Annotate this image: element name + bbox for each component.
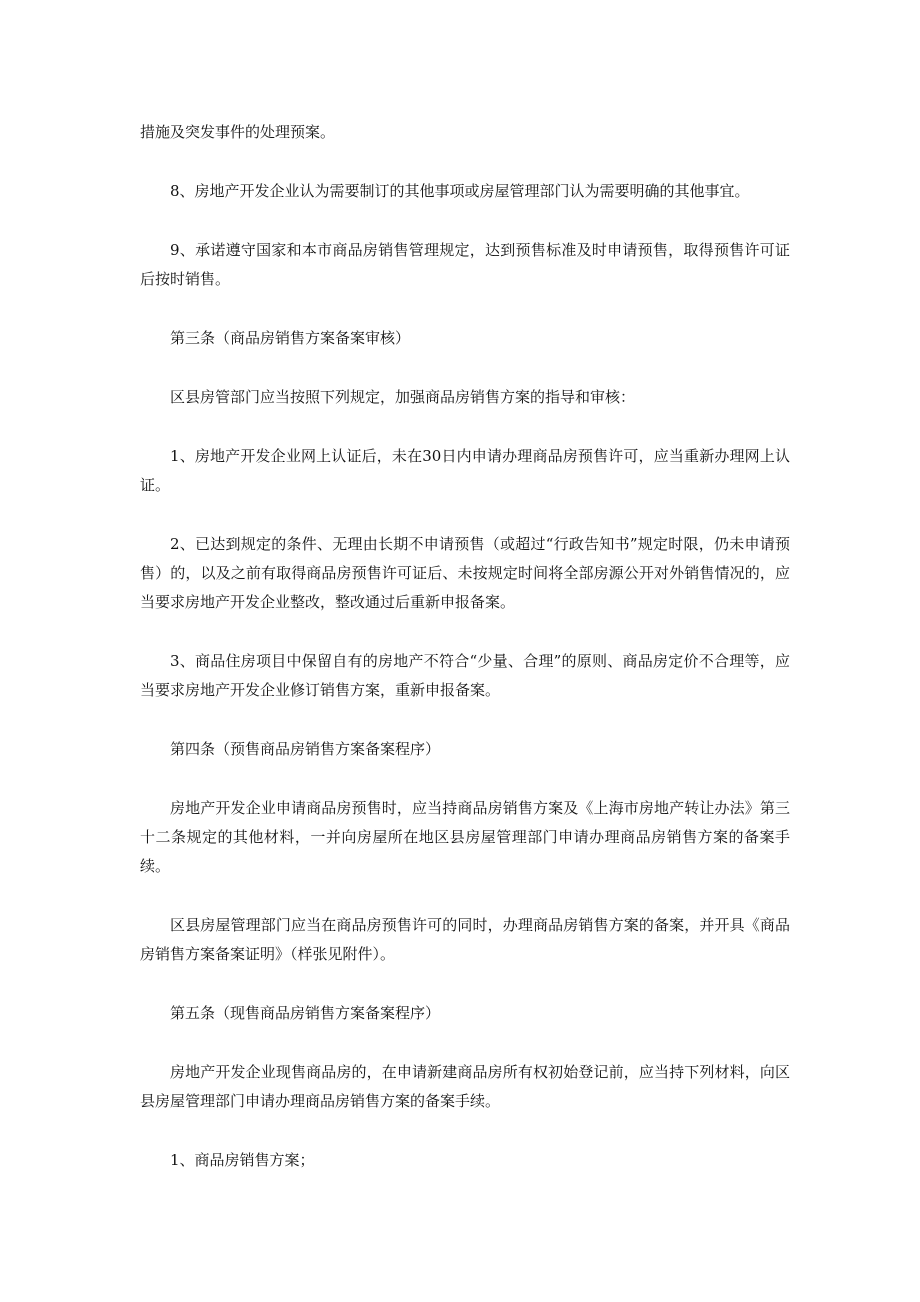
paragraph: 房地产开发企业现售商品房的，在申请新建商品房所有权初始登记前，应当持下列材料，向区县房屋管理部门申请办理商品房销售方案的备案手续。 xyxy=(140,1063,790,1110)
paragraph: 区县房屋管理部门应当在商品房预售许可的同时，办理商品房销售方案的备案，并开具《商品房销售方案备案证明》（样张见附件）。 xyxy=(140,916,790,963)
paragraph: 1、房地产开发企业网上认证后，未在30日内申请办理商品房预售许可，应当重新办理网上认证。 xyxy=(140,447,790,494)
paragraph: 8、房地产开发企业认为需要制订的其他事项或房屋管理部门认为需要明确的其他事宜。 xyxy=(170,182,750,200)
paragraph: 措施及突发事件的处理预案。 xyxy=(140,123,336,141)
section-heading: 第三条（商品房销售方案备案审核） xyxy=(170,329,411,347)
paragraph: 2、已达到规定的条件、无理由长期不申请预售（或超过“行政告知书”规定时限，仍未申请预售）的，以及之前有取得商品房预售许可证后、未按规定时间将全部房源公开对外销售情况的，应当要求房地产开发企业整改，整改通过后重新申报备案。 xyxy=(140,535,790,611)
section-heading: 第五条（现售商品房销售方案备案程序） xyxy=(170,1004,441,1022)
paragraph: 1、商品房销售方案； xyxy=(170,1151,315,1169)
paragraph: 3、商品住房项目中保留自有的房地产不符合“少量、合理”的原则、商品房定价不合理等，应当要求房地产开发企业修订销售方案，重新申报备案。 xyxy=(140,652,790,699)
paragraph: 房地产开发企业申请商品房预售时，应当持商品房销售方案及《上海市房地产转让办法》第三十二条规定的其他材料，一并向房屋所在地区县房屋管理部门申请办理商品房销售方案的备案手续。 xyxy=(140,799,790,875)
paragraph: 9、承诺遵守国家和本市商品房销售管理规定，达到预售标准及时申请预售，取得预售许可证后按时销售。 xyxy=(140,241,790,288)
document-body xyxy=(140,118,790,1205)
paragraph: 区县房管部门应当按照下列规定，加强商品房销售方案的指导和审核： xyxy=(170,388,636,406)
section-heading: 第四条（预售商品房销售方案备案程序） xyxy=(170,740,441,758)
